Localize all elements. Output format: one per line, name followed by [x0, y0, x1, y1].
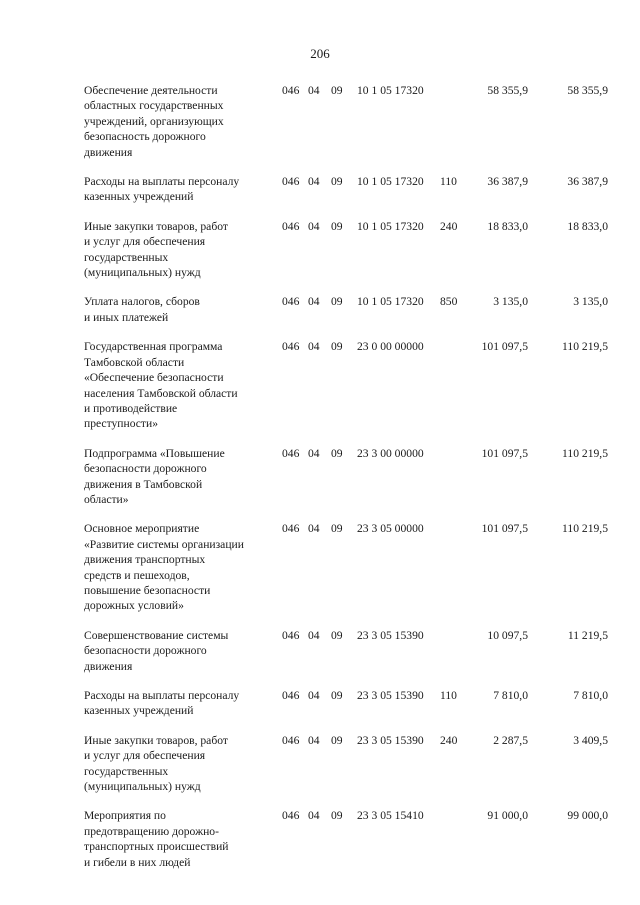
amount-year-1: 18 833,0 [487, 219, 528, 233]
section-code: 04 [308, 809, 320, 823]
row-name: Совершенствование системы безопасности дорожного движения [84, 628, 229, 673]
table-row [84, 808, 608, 870]
ministry-code: 046 [282, 219, 300, 233]
expense-type-code: 110 [440, 689, 457, 702]
section-code: 04 [308, 175, 320, 189]
amount-year-2: 3 409,5 [573, 733, 608, 747]
target-article-code: 23 3 05 15390 [357, 628, 424, 642]
table-row [84, 446, 608, 508]
target-article-code: 10 1 05 17320 [357, 219, 424, 233]
amount-year-1: 58 355,9 [487, 84, 528, 97]
ministry-code: 046 [282, 522, 300, 536]
row-name: Обеспечение деятельности областных государственных учреждений, организующих безопасность дорожного движения [84, 84, 224, 159]
amount-year-1: 36 387,9 [487, 175, 528, 189]
amount-year-1: 7 810,0 [493, 689, 528, 702]
section-code: 04 [308, 689, 320, 702]
subsection-code: 09 [331, 446, 343, 460]
row-name: Государственная программа Тамбовской области «Обеспечение безопасности населения Тамбовской области и противодействие преступности» [84, 340, 238, 431]
target-article-code: 23 3 05 00000 [357, 522, 424, 536]
amount-year-2: 110 219,5 [562, 522, 608, 536]
row-name: Расходы на выплаты персоналу казенных учреждений [84, 175, 240, 204]
ministry-code: 046 [282, 733, 300, 747]
table-row [84, 521, 608, 613]
ministry-code: 046 [282, 689, 300, 702]
section-code: 04 [308, 295, 320, 309]
table-row [84, 688, 608, 719]
subsection-code: 09 [331, 84, 343, 97]
amount-year-2: 3 135,0 [573, 295, 608, 309]
amount-year-2: 11 219,5 [567, 628, 608, 642]
amount-year-1: 91 000,0 [487, 809, 528, 823]
subsection-code: 09 [331, 522, 343, 536]
subsection-code: 09 [331, 175, 343, 189]
amount-year-1: 3 135,0 [493, 295, 528, 309]
table-row [84, 294, 608, 325]
page-number: 206 [310, 46, 330, 61]
amount-year-1: 2 287,5 [493, 733, 528, 747]
section-code: 04 [308, 733, 320, 747]
section-code: 04 [308, 522, 320, 536]
section-code: 04 [308, 340, 320, 354]
row-name: Иные закупки товаров, работ и услуг для обеспечения государственных (муниципальных) нужд [84, 219, 228, 280]
target-article-code: 10 1 05 17320 [357, 175, 424, 189]
table-row [84, 219, 608, 281]
expense-type-code: 110 [440, 175, 457, 189]
expense-type-code: 240 [440, 733, 458, 747]
subsection-code: 09 [331, 340, 343, 354]
target-article-code: 23 3 05 15390 [357, 689, 424, 702]
subsection-code: 09 [331, 689, 343, 702]
amount-year-2: 36 387,9 [567, 175, 608, 189]
amount-year-2: 110 219,5 [562, 446, 608, 460]
ministry-code: 046 [282, 175, 300, 189]
expense-type-code: 240 [440, 219, 458, 233]
section-code: 04 [308, 628, 320, 642]
ministry-code: 046 [282, 809, 300, 823]
section-code: 04 [308, 446, 320, 460]
expense-type-code: 850 [440, 295, 458, 309]
table-row [84, 83, 608, 160]
row-name: Уплата налогов, сборов и иных платежей [84, 295, 200, 324]
row-name: Основное мероприятие «Развитие системы организации движения транспортных средств и пешеходов, повышение безопасности дорожных условий» [84, 522, 244, 613]
ministry-code: 046 [282, 84, 300, 97]
target-article-code: 10 1 05 17320 [357, 84, 424, 97]
subsection-code: 09 [331, 809, 343, 823]
row-name: Подпрограмма «Повышение безопасности дорожного движения в Тамбовской области» [84, 446, 225, 506]
target-article-code: 10 1 05 17320 [357, 295, 424, 309]
amount-year-1: 10 097,5 [487, 628, 528, 642]
ministry-code: 046 [282, 340, 300, 354]
subsection-code: 09 [331, 219, 343, 233]
amount-year-1: 101 097,5 [481, 340, 528, 354]
subsection-code: 09 [331, 733, 343, 747]
target-article-code: 23 3 05 15390 [357, 733, 424, 747]
ministry-code: 046 [282, 628, 300, 642]
amount-year-2: 7 810,0 [573, 689, 608, 702]
row-name: Иные закупки товаров, работ и услуг для обеспечения государственных (муниципальных) нужд [84, 733, 228, 794]
amount-year-2: 58 355,9 [567, 84, 608, 97]
amount-year-2: 99 000,0 [567, 809, 608, 823]
ministry-code: 046 [282, 446, 300, 460]
amount-year-2: 110 219,5 [562, 340, 608, 354]
subsection-code: 09 [331, 628, 343, 642]
target-article-code: 23 3 00 00000 [357, 446, 424, 460]
amount-year-2: 18 833,0 [567, 219, 608, 233]
section-code: 04 [308, 84, 320, 97]
table-row [84, 733, 608, 795]
table-row [84, 174, 608, 205]
amount-year-1: 101 097,5 [481, 446, 528, 460]
ministry-code: 046 [282, 295, 300, 309]
row-name: Мероприятия по предотвращению дорожно- транспортных происшествий и гибели в них людей [84, 809, 229, 869]
target-article-code: 23 0 00 00000 [357, 340, 424, 354]
row-name: Расходы на выплаты персоналу казенных учреждений [84, 689, 240, 718]
table-row [84, 628, 608, 674]
target-article-code: 23 3 05 15410 [357, 809, 424, 823]
amount-year-1: 101 097,5 [481, 522, 528, 536]
table-row [84, 339, 608, 431]
subsection-code: 09 [331, 295, 343, 309]
section-code: 04 [308, 219, 320, 233]
budget-table [84, 83, 608, 884]
